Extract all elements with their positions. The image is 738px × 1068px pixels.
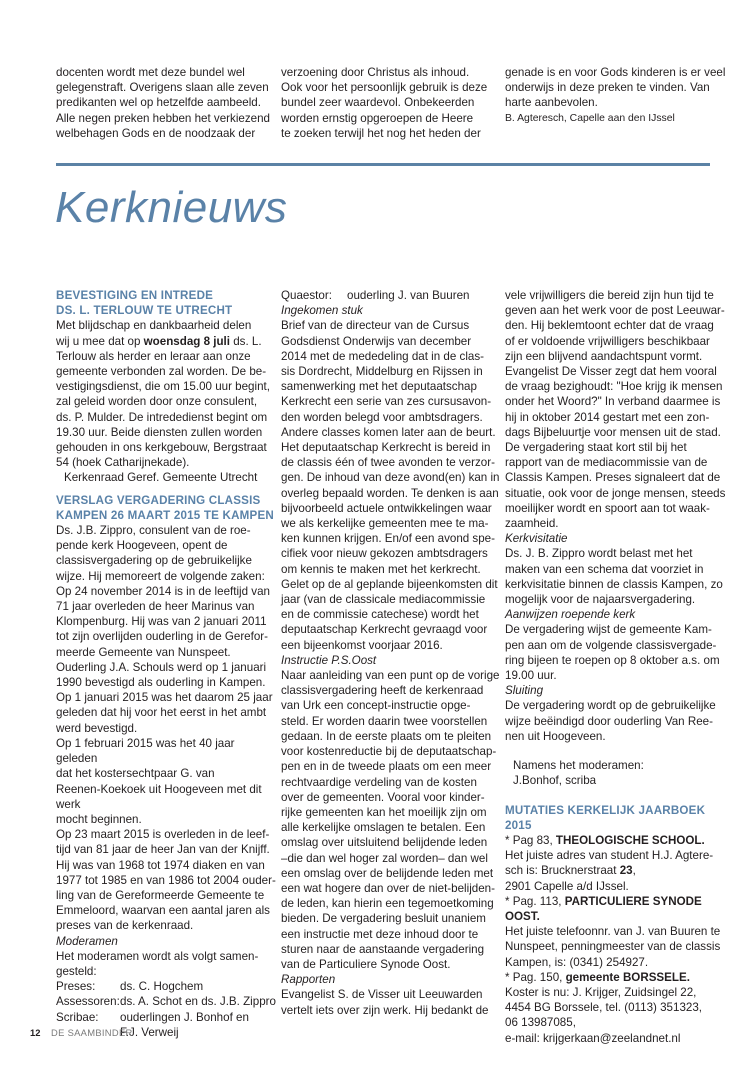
text-line: vele vrijwilligers die bereid zijn hun tijd te	[505, 289, 714, 302]
text-line: 71 jaar overleden de heer Marinus van	[56, 600, 255, 614]
text-line: gedaan. In de eerste plaats om te pleiten	[281, 729, 492, 743]
text-line: vestigingsdienst, die om 15.00 uur begint,	[56, 380, 270, 394]
text-line: classisvergadering heeft de kerkenraad	[281, 684, 484, 698]
text-line: pen aan om de volgende classisvergade-	[505, 638, 717, 652]
text-line: verzoening door Christus als inhoud.	[281, 66, 470, 79]
text-line: we als kerkelijke gemeenten mee te ma-	[281, 517, 489, 531]
text-line: situatie, ook voor de jonge mensen, steeds	[505, 486, 726, 500]
text-line: onderwijs in deze preken te vinden. Van	[505, 81, 710, 95]
page-footer	[30, 1027, 133, 1039]
text-line: 1990 bevestigd als ouderling in Kampen.	[56, 676, 266, 690]
text-line: wijze beëindigd door ouderling Van Ree-	[505, 714, 713, 728]
text-line: Ook voor het persoonlijk gebruik is deze	[281, 81, 488, 95]
text-line: geleden dat hij voor het eerst in het ambt	[56, 706, 267, 720]
text-line: moeilijker wordt en spoort aan tot waak-	[505, 501, 710, 515]
text-line: den worden belegd voor ambtsdragers.	[281, 410, 483, 424]
text-line: 1977 tot 1985 en van 1986 tot 2004 ouder-	[56, 873, 276, 887]
top-col-1	[56, 65, 278, 141]
roster-value	[120, 1010, 278, 1040]
text-line: docenten wordt met deze bundel wel	[56, 66, 245, 79]
text-line: een instructie met deze inhoud door te	[281, 927, 479, 941]
spacer	[56, 486, 278, 493]
text-span: * Pag. 113,	[505, 894, 565, 908]
text-line: tot zijn overlijden ouderling in de Gerefor-	[56, 630, 269, 644]
text-line: Klompenburg. Hij was van 2 januari 2011	[56, 615, 267, 629]
text-line: Koster is nu: J. Krijger, Zuidsingel 22,	[505, 985, 697, 999]
review-signature: B. Agteresch, Capelle aan den IJssel	[505, 112, 675, 124]
text-line: De vergadering wordt op de gebruikelijke	[505, 699, 716, 713]
top-col-3	[505, 65, 727, 126]
body-col-3	[505, 288, 727, 1046]
text-line: onder het Woord?" In verband daarmee is	[505, 395, 721, 409]
subheading: Ingekomen stuk	[281, 304, 363, 318]
text-line: –die dan wel hoger zal worden– dan wel	[281, 851, 488, 865]
text-line: Kerkrecht een serie van zes cursusavon-	[281, 395, 492, 409]
spacer	[505, 744, 727, 758]
subheading: Moderamen	[56, 934, 118, 948]
text-line: maken van een schema dat voorziet in	[505, 562, 704, 576]
text-line: een bijeenkomst voorjaar 2016.	[281, 638, 443, 652]
text-line: sis Dordrecht, Middelburg en Rijssen in	[281, 365, 483, 379]
text-line	[505, 833, 727, 848]
text-line	[505, 894, 727, 924]
text-line: zaamheid.	[505, 517, 559, 531]
section-heading: KAMPEN 26 MAART 2015 TE KAMPEN	[56, 508, 274, 522]
bold-span: THEOLOGISCHE SCHOOL.	[555, 833, 705, 847]
text-line: den. Hij beklemtoont echter dat de vraag	[505, 319, 714, 333]
text-line: deputaatschap Kerkrecht gevraagd voor	[281, 623, 488, 637]
text-line: Gelet op de al geplande bijeenkomsten dit	[281, 577, 498, 591]
text-line: 19.00 uur.	[505, 669, 557, 683]
text-line: mogelijk voor de najaarsvergadering.	[505, 593, 696, 607]
text-line: een wat hogere dan over de niet-belijden-	[281, 881, 495, 895]
text-line: cifiek voor nieuw gekozen ambtsdragers	[281, 547, 488, 561]
text-line: over de gemeenten. Vooral voor kinder-	[281, 790, 485, 804]
text-line: ling van de Gereformeerde Gemeente te	[56, 888, 265, 902]
text-line: gesteld:	[56, 964, 97, 978]
text-line: meerde Gemeente van Nunspeet.	[56, 645, 231, 659]
text-line: 06 13987085,	[505, 1016, 576, 1030]
text-line: overleg bepaald worden. Te denken is aan	[281, 486, 499, 500]
page-title: Kerknieuws	[55, 183, 288, 232]
text-line: rechtvaardige verdeling van de kosten	[281, 775, 477, 789]
subheading: Sluiting	[505, 684, 544, 698]
text-line: Het deputaatschap Kerkrecht is bereid in	[281, 441, 491, 455]
text-line: de classis één of twee avonden te verzor-	[281, 456, 495, 470]
body-col-2	[281, 288, 503, 1018]
text-span: * Pag 83,	[505, 833, 556, 847]
roster-label: Assessoren:	[56, 995, 120, 1009]
text-line: gehouden in ons kerkgebouw, Bergstraat	[56, 441, 267, 455]
email-line: e-mail: krijgerkaan@zeelandnet.nl	[505, 1031, 681, 1045]
text-line: welbehagen Gods en de noodzaak der	[56, 126, 256, 140]
roster-value: ds. A. Schot en ds. J.B. Zippro	[120, 995, 276, 1009]
text-line: Ouderling J.A. Schouls werd op 1 januari	[56, 660, 267, 674]
bold-span: PARTICULIERE SYNODE OOST.	[505, 894, 702, 923]
text-line: Naar aanleiding van een punt op de vorige	[281, 669, 500, 683]
section-divider	[56, 163, 710, 166]
text-line: sturen naar de aanstaande vergadering	[281, 942, 485, 956]
section-heading: BEVESTIGING EN INTREDE	[56, 289, 214, 302]
text-line: alle kerkelijke omslagen te betalen. Een	[281, 821, 486, 835]
text-line: Evangelist De Visser zegt dat hem vooral	[505, 365, 717, 379]
page-number: 12	[30, 1027, 41, 1038]
roster-row	[281, 288, 503, 303]
text-line: Terlouw als herder en leraar aan onze	[56, 349, 251, 363]
text-line: Op 23 maart 2015 is overleden in de leef-	[56, 828, 270, 842]
text-line: Op 1 februari 2015 was het 40 jaar geleden	[56, 736, 235, 766]
subheading: Instructie P.S.Oost	[281, 653, 377, 667]
text-line: gelegenstraft. Overigens slaan alle zeven	[56, 81, 269, 95]
text-line: nen uit Hoogeveen.	[505, 729, 606, 743]
text-line: Brief van de directeur van de Cursus	[281, 319, 470, 333]
text-line: om kennis te maken met het kerkrecht.	[281, 562, 481, 576]
text-line: Godsdienst Onderwijs van december	[281, 334, 472, 348]
text-line: de vraag bezighoudt: "Hoe krijg ik mensen	[505, 380, 723, 394]
roster-label: Preses:	[56, 980, 96, 994]
subheading: Rapporten	[281, 973, 336, 987]
text-line: harte aanbevolen.	[505, 96, 598, 110]
text-line: Classis Kampen. Preses signaleert dat de	[505, 471, 721, 485]
text-line: een omslag over de belijdende leden met	[281, 866, 494, 880]
text-line: ring bijeen te roepen op 8 oktober a.s. om	[505, 653, 720, 667]
text-line: steld. Er worden daarin twee voorstellen	[281, 714, 488, 728]
text-line: van de Particuliere Synode Oost.	[281, 957, 451, 971]
text-line: werd bevestigd.	[56, 721, 138, 735]
text-line: pen en in de tweede plaats om een meer	[281, 760, 492, 774]
text-line	[505, 863, 727, 878]
text-span: * Pag. 150,	[505, 970, 566, 984]
text-line: bieden. De vergadering besluit unaniem	[281, 912, 486, 926]
text-line: de leden, kan hierin een tegemoetkoming	[281, 897, 494, 911]
roster-label: Scribae:	[56, 1010, 99, 1024]
text-line: Het juiste adres van student H.J. Agtere-	[505, 849, 714, 863]
text-line: Emmeloord, waarvan een aantal jaren als	[56, 904, 270, 918]
text-line: Alle negen preken hebben het verkiezend	[56, 111, 270, 125]
text-line: 54 (hoek Catharijnekade).	[56, 456, 190, 470]
roster-row	[56, 994, 278, 1009]
bold-span: 23	[619, 864, 633, 878]
body-col-1	[56, 288, 278, 1040]
text-line	[505, 970, 727, 985]
text-line: of er voldoende vrijwilligers beschikbaar	[505, 334, 710, 348]
text-line: De vergadering staat kort stil bij het	[505, 441, 687, 455]
top-col-2	[281, 65, 503, 141]
text-span: ,	[632, 864, 636, 878]
text-line: jaar (van de classicale mediacommissie	[281, 593, 486, 607]
section-heading: DS. L. TERLOUW TE UTRECHT	[56, 304, 233, 318]
text-line: bijvoorbeeld actuele ontwikkelingen waar	[281, 501, 492, 515]
text-line: mocht beginnen.	[56, 812, 142, 826]
text-line: Op 24 november 2014 is in de leeftijd van	[56, 584, 270, 598]
text-line: rijke gemeenten kan het moeilijk zijn om	[281, 805, 487, 819]
text-line: ken kunnen krijgen. En/of een avond spe-	[281, 532, 495, 546]
bold-span: gemeente BORSSELE.	[565, 970, 690, 984]
text-line: pende kerk Hoogeveen, opent de	[56, 539, 228, 553]
text-line: De vergadering wijst de gemeente Kam-	[505, 623, 712, 637]
text-line: gen. De inhoud van deze avond(en) kan in	[281, 471, 500, 485]
text-line: dat het kostersechtpaar G. van	[56, 767, 215, 781]
text-line: Ds. J.B. Zippro, consulent van de roe-	[56, 524, 251, 538]
text-line: Hij was van 1968 tot 1974 diaken en van	[56, 858, 265, 872]
date-emphasis: woensdag 8 juli	[143, 334, 230, 348]
text-line: Reenen-Koekoek uit Hoogeveen met dit werk	[56, 782, 262, 811]
text-line: Het moderamen wordt als volgt samen-	[56, 949, 259, 963]
text-line: 19.30 uur. Beide diensten zullen worden	[56, 425, 263, 439]
text-line: Op 1 januari 2015 was het daarom 25 jaar	[56, 691, 273, 705]
text-span: ds. L.	[229, 334, 262, 348]
text-line: kerkvisitatie binnen de classis Kampen, zo	[505, 577, 723, 591]
roster-value: ds. C. Hogchem	[120, 980, 204, 994]
text-line: wijze. Hij memoreert de volgende zaken:	[56, 569, 265, 583]
roster-row	[56, 979, 278, 994]
publication-name: DE SAAMBINDER	[51, 1027, 133, 1038]
text-line: classisvergadering op de gebruikelijke	[56, 554, 252, 568]
text-line: 2014 met de mededeling dat in de clas-	[281, 349, 485, 363]
text-span: sch is: Brucknerstraat	[505, 864, 620, 878]
subheading: Aanwijzen roepende kerk	[505, 608, 636, 622]
text-line: vertelt iets over zijn werk. Hij bedankt de	[281, 1003, 489, 1017]
spacer	[505, 789, 727, 803]
text-line: zijn een blijvend aandachtspunt vormt.	[505, 349, 703, 363]
text-line: Kampen, is: (0341) 254927.	[505, 955, 649, 969]
text-line: 4454 BG Borssele, tel. (0113) 351323,	[505, 1001, 703, 1015]
text-line: predikanten wel op hetzelfde aambeeld.	[56, 96, 261, 110]
text-line: hij in oktober 2014 gestart met een zon-	[505, 410, 710, 424]
text-line: Andere classes komen later aan de beurt.	[281, 425, 496, 439]
roster-value-line: ouderlingen J. Bonhof en	[120, 1010, 249, 1024]
signoff: Namens het moderamen:	[513, 759, 644, 773]
text-line: te zoeken terwijl het nog het heden der	[281, 126, 481, 140]
text-line: genade is en voor Gods kinderen is er veel	[505, 66, 726, 79]
text-line: samenwerking met het deputaatschap	[281, 380, 477, 394]
section-heading: MUTATIES KERKELIJK JAARBOEK 2015	[505, 803, 706, 832]
text-line: en de commissie catechese) wordt het	[281, 608, 479, 622]
text-line: Het juiste telefoonnr. van J. van Buuren te	[505, 925, 721, 939]
text-line: Ds. J. B. Zippro wordt belast met het	[505, 547, 693, 561]
text-line: ds. P. Mulder. De intrededienst begint om	[56, 410, 268, 424]
roster-value: ouderling J. van Buuren	[347, 289, 470, 302]
text-line: voor kostenreductie bij de deputaatschap-	[281, 745, 497, 759]
text-line: Evangelist S. de Visser uit Leeuwarden	[281, 988, 483, 1002]
text-line: Met blijdschap en dankbaarheid delen	[56, 319, 252, 333]
text-line: zal geleid worden door onze consulent,	[56, 395, 258, 409]
text-line: dags Bijbeluurtje voor mensen uit de stad.	[505, 425, 721, 439]
text-line: rapport van de mediacommissie van de	[505, 456, 708, 470]
signoff: Kerkenraad Geref. Gemeente Utrecht	[64, 471, 258, 485]
section-heading: VERSLAG VERGADERING CLASSIS	[56, 493, 261, 507]
text-line: worden ernstig opgeroepen de Heere	[281, 111, 474, 125]
roster-value-line: F.J. Verweij	[120, 1025, 179, 1039]
signoff: J.Bonhof, scriba	[513, 774, 597, 788]
text-line: tijd van 81 jaar de heer Jan van der Knijff.	[56, 843, 270, 857]
text-line: van Urk een concept-instructie opge-	[281, 699, 471, 713]
text-line: omslag over uitsluitend belijdende leden	[281, 836, 488, 850]
text-line: gemeente verbonden zal worden. De be-	[56, 365, 267, 379]
subheading: Kerkvisitatie	[505, 532, 568, 546]
text-line: bundel zeer waardevol. Onbekeerden	[281, 96, 475, 110]
text-span: wij u mee dat op	[56, 334, 144, 348]
text-line: preses van de kerkenraad.	[56, 919, 194, 933]
text-line: Nunspeet, penningmeester van de classis	[505, 940, 721, 954]
roster-label: Quaestor:	[281, 289, 332, 302]
text-line: 2901 Capelle a/d IJssel.	[505, 879, 629, 893]
text-line: geven aan het werk voor de post Leeuwar-	[505, 304, 725, 318]
text-line	[56, 334, 278, 349]
